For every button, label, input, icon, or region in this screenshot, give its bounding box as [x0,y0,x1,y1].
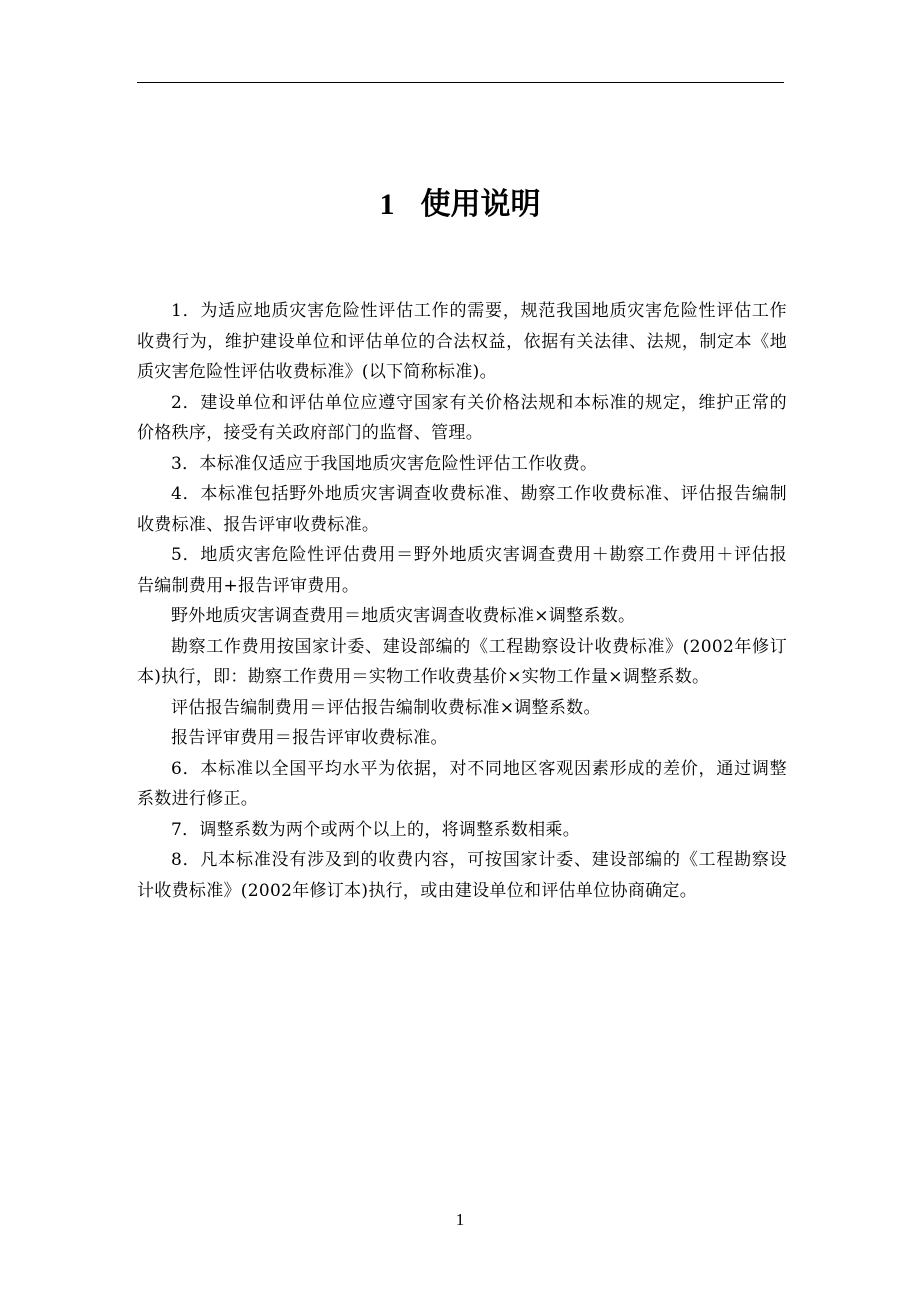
header-rule [137,82,784,83]
paragraph-5b: 勘察工作费用按国家计委、建设部编的《工程勘察设计收费标准》(2002年修订本)执行，即：勘察工作费用＝实物工作收费基价×实物工作量×调整系数。 [137,636,787,687]
paragraph-2: 2．建设单位和评估单位应遵守国家有关价格法规和本标准的规定，维护正常的价格秩序，接受有关政府部门的监督、管理。 [137,392,787,443]
paragraph-4: 4．本标准包括野外地质灾害调查收费标准、勘察工作收费标准、评估报告编制收费标准、报告评审收费标准。 [137,484,787,535]
chapter-number: 1 [379,188,395,221]
paragraph-5c: 评估报告编制费用＝评估报告编制收费标准×调整系数。 [171,697,601,718]
paragraph-5: 5．地质灾害危险性评估费用＝野外地质灾害调查费用＋勘察工作费用＋评估报告编制费用+报告评审费用。 [137,545,787,596]
paragraph-8: 8．凡本标准没有涉及到的收费内容，可按国家计委、建设部编的《工程勘察设计收费标准》(2002年修订本)执行，或由建设单位和评估单位协商确定。 [137,850,787,901]
document-body [137,296,787,906]
page-number: 1 [455,1210,465,1229]
paragraph-5d: 报告评审费用＝报告评审收费标准。 [171,728,448,748]
chapter-title-text: 使用说明 [420,187,541,222]
paragraph-5a: 野外地质灾害调查费用＝地质灾害调查收费标准×调整系数。 [171,606,636,626]
chapter-title [0,181,920,229]
paragraph-1: 1．为适应地质灾害危险性评估工作的需要，规范我国地质灾害危险性评估工作收费行为，维护建设单位和评估单位的合法权益，依据有关法律、法规，制定本《地质灾害危险性评估收费标准》(以下简称标准)。 [137,301,787,382]
paragraph-3: 3．本标准仅适应于我国地质灾害危险性评估工作收费。 [171,453,598,474]
paragraph-6: 6．本标准以全国平均水平为依据，对不同地区客观因素形成的差价，通过调整系数进行修正。 [137,758,787,809]
paragraph-7: 7．调整系数为两个或两个以上的，将调整系数相乘。 [171,819,581,840]
